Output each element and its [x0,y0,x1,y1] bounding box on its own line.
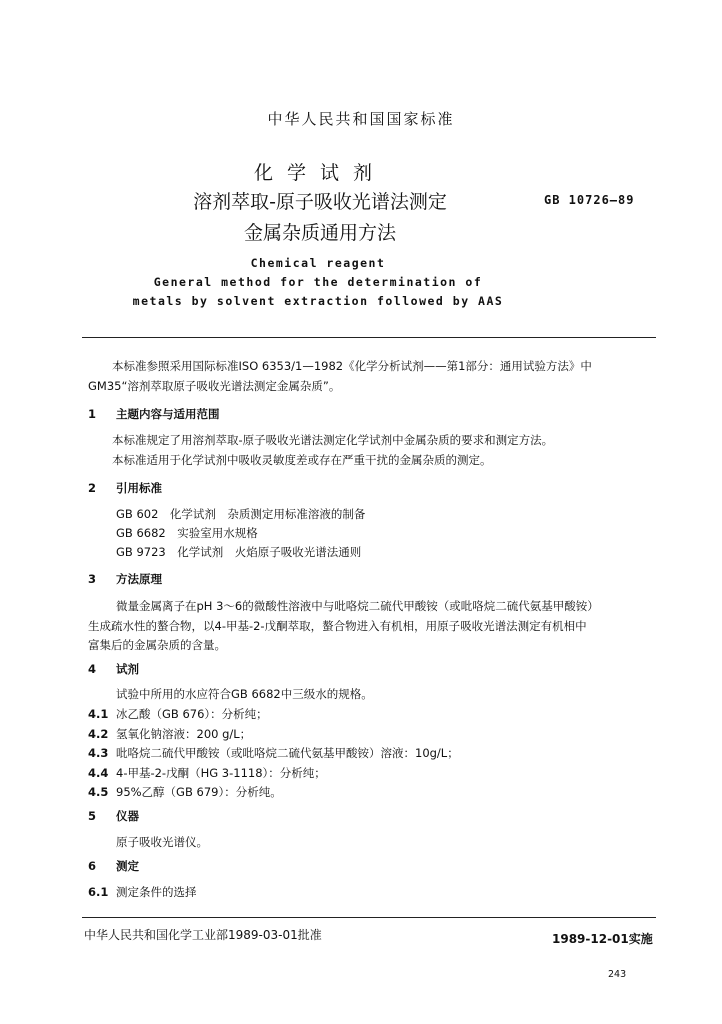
title-line-3: 金属杂质通用方法 [243,222,396,244]
section-4-title: 试剂 [116,662,139,676]
intro-line-2: GM35“溶剂萃取原子吸收光谱法测定金属杂质”。 [88,379,341,393]
section-2-title: 引用标准 [116,481,162,495]
standard-number: GB 10726—89 [544,193,635,207]
reagent-number: 4.2 [88,727,109,741]
reagent-item [88,745,459,761]
section-1-number: 1 [88,407,97,421]
reference-item: GB 6682 实验室用水规格 [116,526,258,540]
section-3-line-3: 富集后的金属杂质的含量。 [88,638,226,652]
intro-line-1: 本标准参照采用国际标准ISO 6353/1—1982《化学分析试剂——第1部分：通用试验方法》中 [112,359,592,373]
section-5-title: 仪器 [116,809,139,823]
title-line-2: 溶剂萃取-原子吸收光谱法测定 [193,191,447,213]
section-3-line-2: 生成疏水性的螯合物，以4-甲基-2-戊酮萃取，螯合物进入有机相，用原子吸收光谱法测定有机相中 [88,619,587,633]
section-6-title: 测定 [116,859,139,873]
section-4-number: 4 [88,662,97,676]
section-3-title: 方法原理 [116,572,162,586]
section-6-heading [88,858,139,874]
reference-item: GB 9723 化学试剂 火焰原子吸收光谱法通则 [116,545,362,559]
reagent-number: 4.3 [88,746,109,760]
section-3-number: 3 [88,572,97,586]
reagent-text: 冰乙酸（GB 676）：分析纯； [116,707,268,721]
approval-note: 中华人民共和国化学工业部1989-03-01批准 [84,928,322,942]
section-6-1-title: 测定条件的选择 [116,885,197,899]
section-1-para-2: 本标准适用于化学试剂中吸收灵敏度差或存在严重干扰的金属杂质的测定。 [112,453,492,467]
reagent-item [88,726,251,742]
english-title-line-1: Chemical reagent [250,256,386,270]
section-3-heading [88,571,162,587]
bottom-divider [82,917,656,918]
english-title-line-3: metals by solvent extraction followed by AAS [132,294,504,308]
english-title-line-2: General method for the determination of [153,275,483,289]
section-2-number: 2 [88,481,97,495]
reagent-text: 95%乙醇（GB 679）：分析纯。 [116,785,282,799]
section-1-para-1: 本标准规定了用溶剂萃取-原子吸收光谱法测定化学试剂中金属杂质的要求和测定方法。 [112,433,554,447]
reagent-item [88,784,282,800]
section-5-heading [88,808,139,824]
section-4-intro: 试验中所用的水应符合GB 6682中三级水的规格。 [116,687,373,701]
reagent-item [88,765,326,781]
top-divider [82,337,656,338]
section-5-text: 原子吸收光谱仪。 [116,835,208,849]
reagent-item [88,706,268,722]
reagent-number: 4.5 [88,785,109,799]
section-2-heading [88,480,162,496]
title-line-1: 化学试剂 [253,162,386,184]
section-1-heading [88,406,220,422]
section-6-number: 6 [88,859,97,873]
reagent-number: 4.1 [88,707,109,721]
page-number: 243 [608,969,627,980]
reagent-text: 4-甲基-2-戊酮（HG 3-1118）：分析纯； [116,766,326,780]
reagent-text: 氢氧化钠溶液：200 g/L； [116,727,252,741]
reagent-text: 吡咯烷二硫代甲酸铵（或吡咯烷二硫代氨基甲酸铵）溶液：10g/L； [116,746,459,760]
reagent-number: 4.4 [88,766,109,780]
issuer-header: 中华人民共和国国家标准 [267,110,455,128]
section-4-heading [88,661,139,677]
section-1-title: 主题内容与适用范围 [116,407,220,421]
section-5-number: 5 [88,809,97,823]
section-6-1-heading [88,884,197,900]
implementation-note: 1989-12-01实施 [552,932,653,946]
section-6-1-number: 6.1 [88,885,109,899]
section-3-line-1: 微量金属离子在pH 3～6的微酸性溶液中与吡咯烷二硫代甲酸铵（或吡咯烷二硫代氨基甲酸铵） [116,599,599,613]
reference-item: GB 602 化学试剂 杂质测定用标准溶液的制备 [116,507,366,521]
